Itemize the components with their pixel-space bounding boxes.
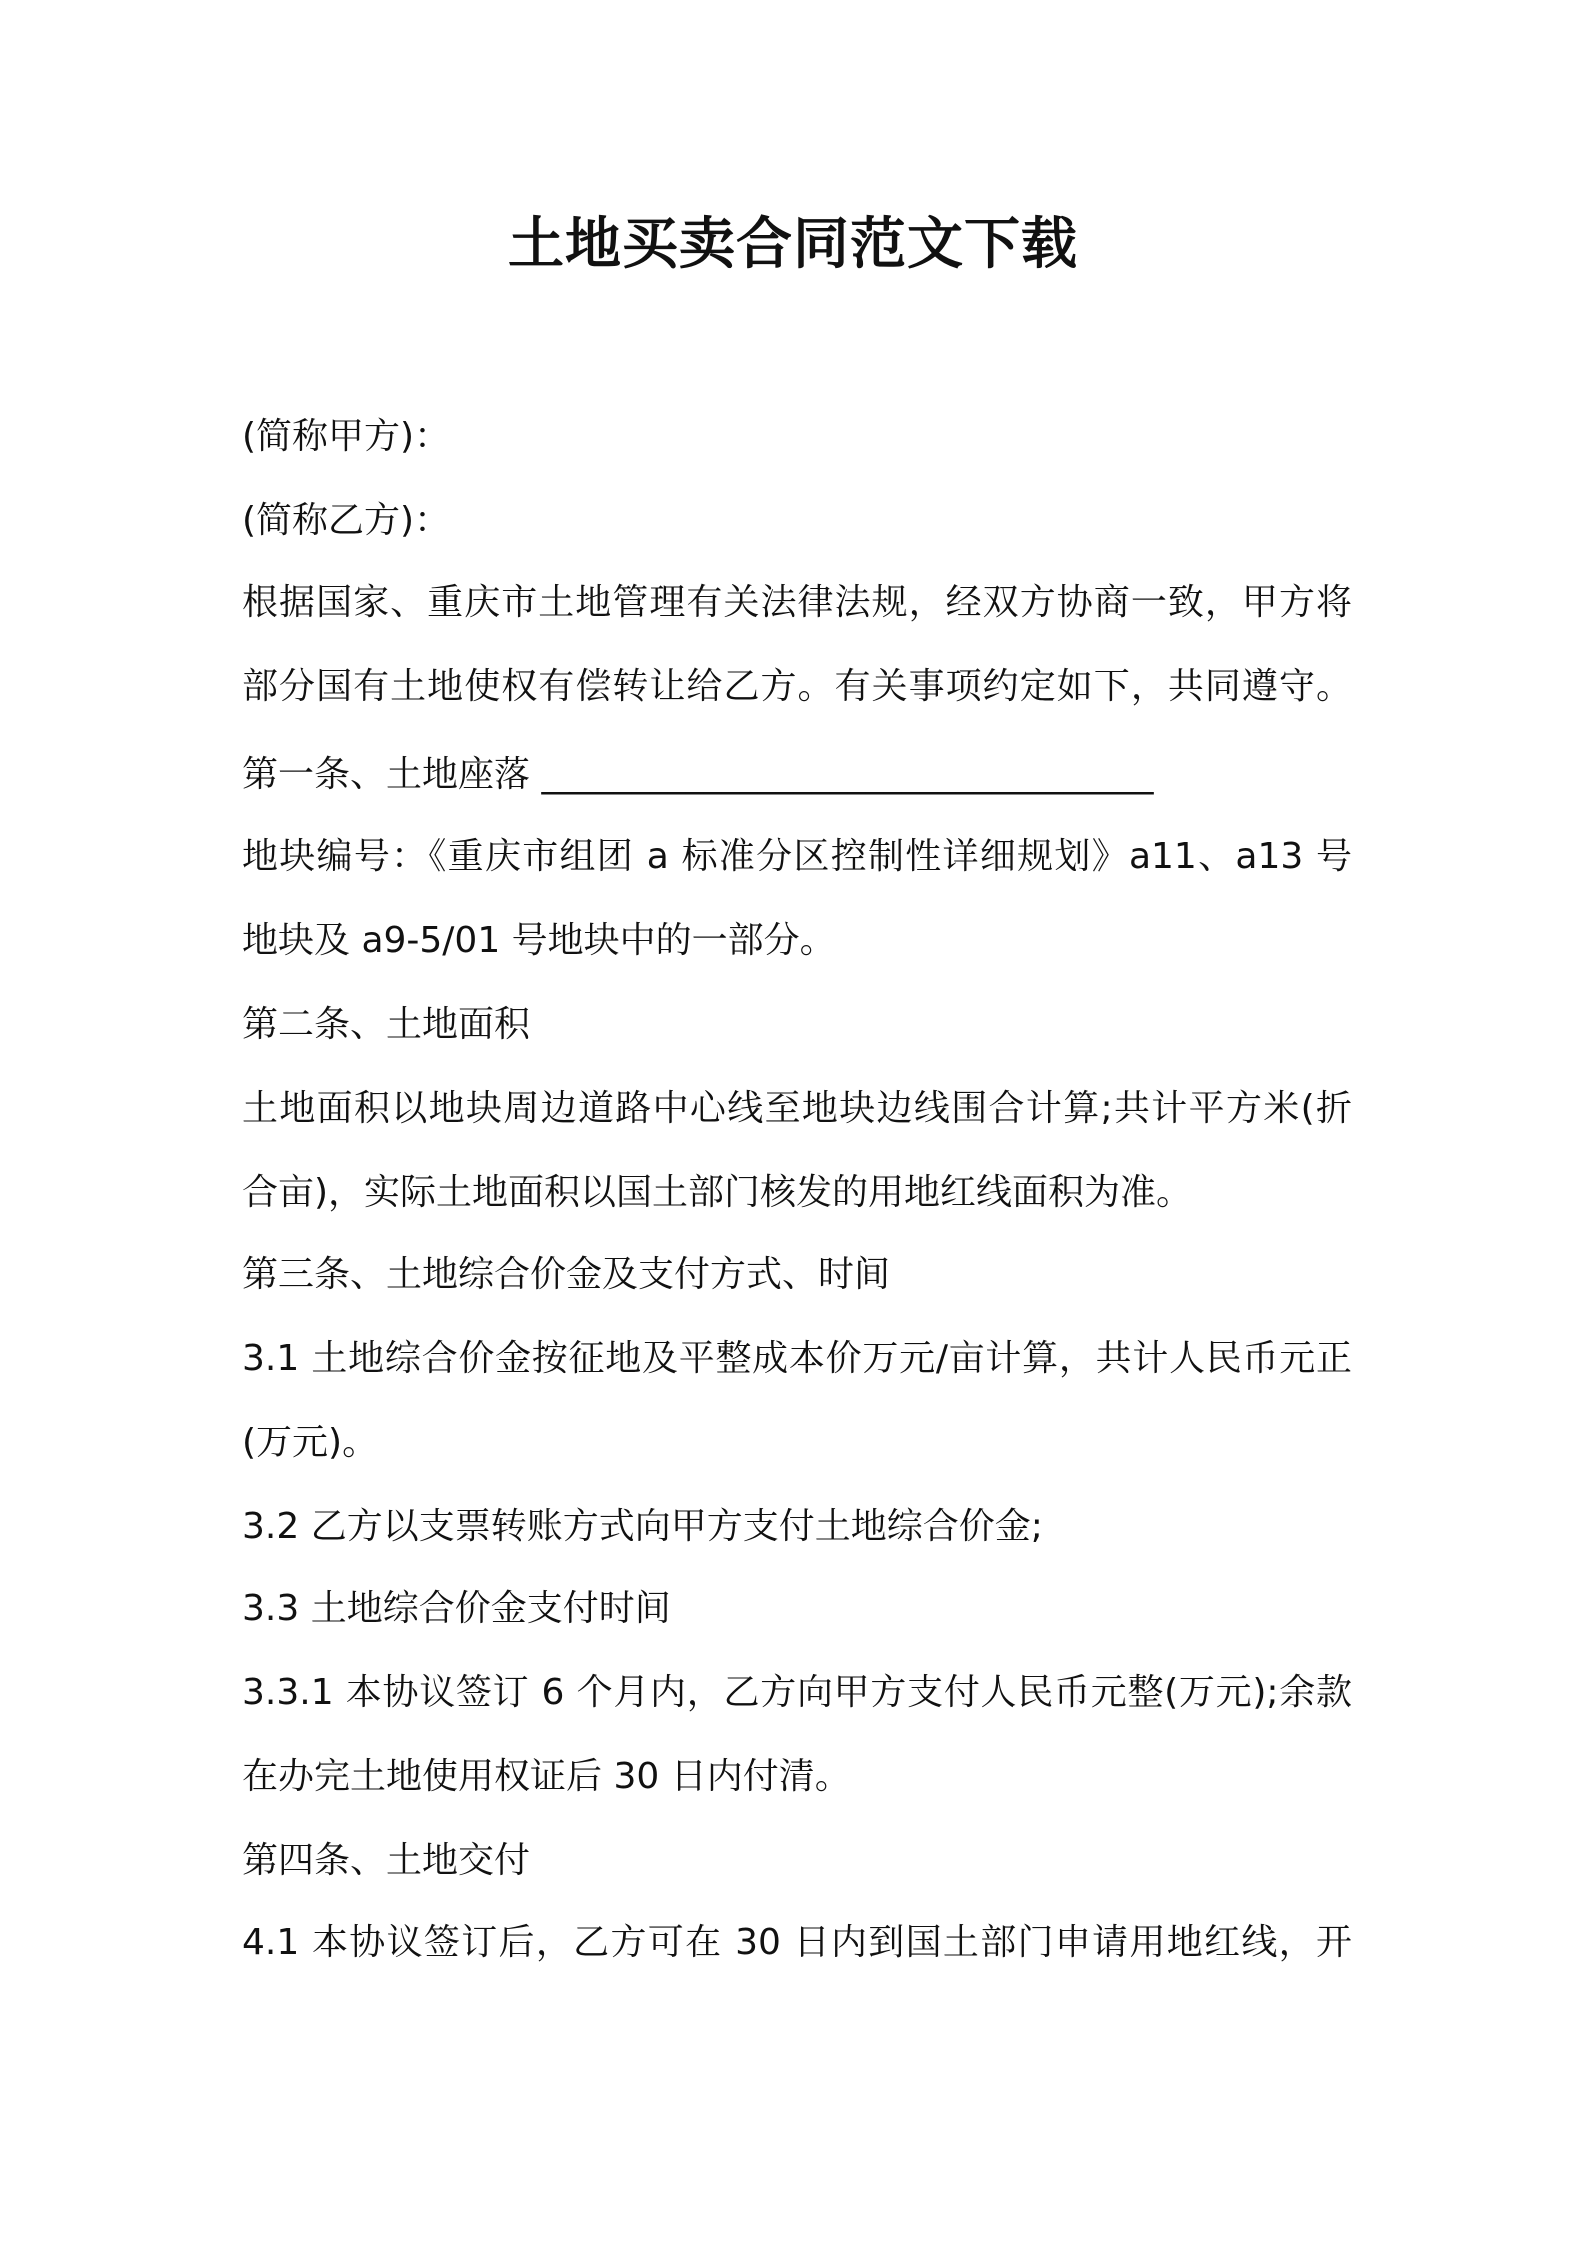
clause-3-1-line-1: 3.1 土地综合价金按征地及平整成本价万元/亩计算，共计人民币元正: [242, 1338, 1352, 1379]
area-line-1: 土地面积以地块周边道路中心线至地块边线围合计算;共计平方米(折: [242, 1088, 1352, 1129]
plot-number-line-1: 地块编号：《重庆市组团 a 标准分区控制性详细规划》a11、a13 号: [242, 836, 1352, 877]
clause-3-3: 3.3 土地综合价金支付时间: [242, 1588, 671, 1629]
plot-number-line-2: 地块及 a9-5/01 号地块中的一部分。: [242, 920, 836, 961]
article-2-heading: 第二条、土地面积: [242, 1004, 531, 1045]
clause-4-1-line-1: 4.1 本协议签订后，乙方可在 30 日内到国土部门申请用地红线，开: [242, 1922, 1352, 1963]
clause-3-3-1-line-2: 在办完土地使用权证后 30 日内付清。: [242, 1756, 851, 1797]
clause-3-2: 3.2 乙方以支票转账方式向甲方支付土地综合价金;: [242, 1506, 1043, 1547]
document-title: 土地买卖合同范文下载: [508, 212, 1078, 277]
area-line-2: 合亩)，实际土地面积以国土部门核发的用地红线面积为准。: [242, 1172, 1193, 1213]
clause-3-3-1-line-1: 3.3.1 本协议签订 6 个月内，乙方向甲方支付人民币元整(万元);余款: [242, 1672, 1352, 1713]
party-a-line: (简称甲方)：: [242, 416, 451, 457]
preamble-line-2: 部分国有土地使权有偿转让给乙方。有关事项约定如下，共同遵守。: [242, 666, 1352, 707]
clause-3-1-line-2: (万元)。: [242, 1422, 379, 1463]
article-3-heading: 第三条、土地综合价金及支付方式、时间: [242, 1254, 891, 1295]
party-b-line: (简称乙方)：: [242, 500, 451, 541]
preamble-line-1: 根据国家、重庆市土地管理有关法律法规，经双方协商一致，甲方将: [242, 582, 1352, 623]
article-4-heading: 第四条、土地交付: [242, 1840, 531, 1881]
article-1-heading: 第一条、土地座落 __________________________________: [242, 754, 1154, 795]
